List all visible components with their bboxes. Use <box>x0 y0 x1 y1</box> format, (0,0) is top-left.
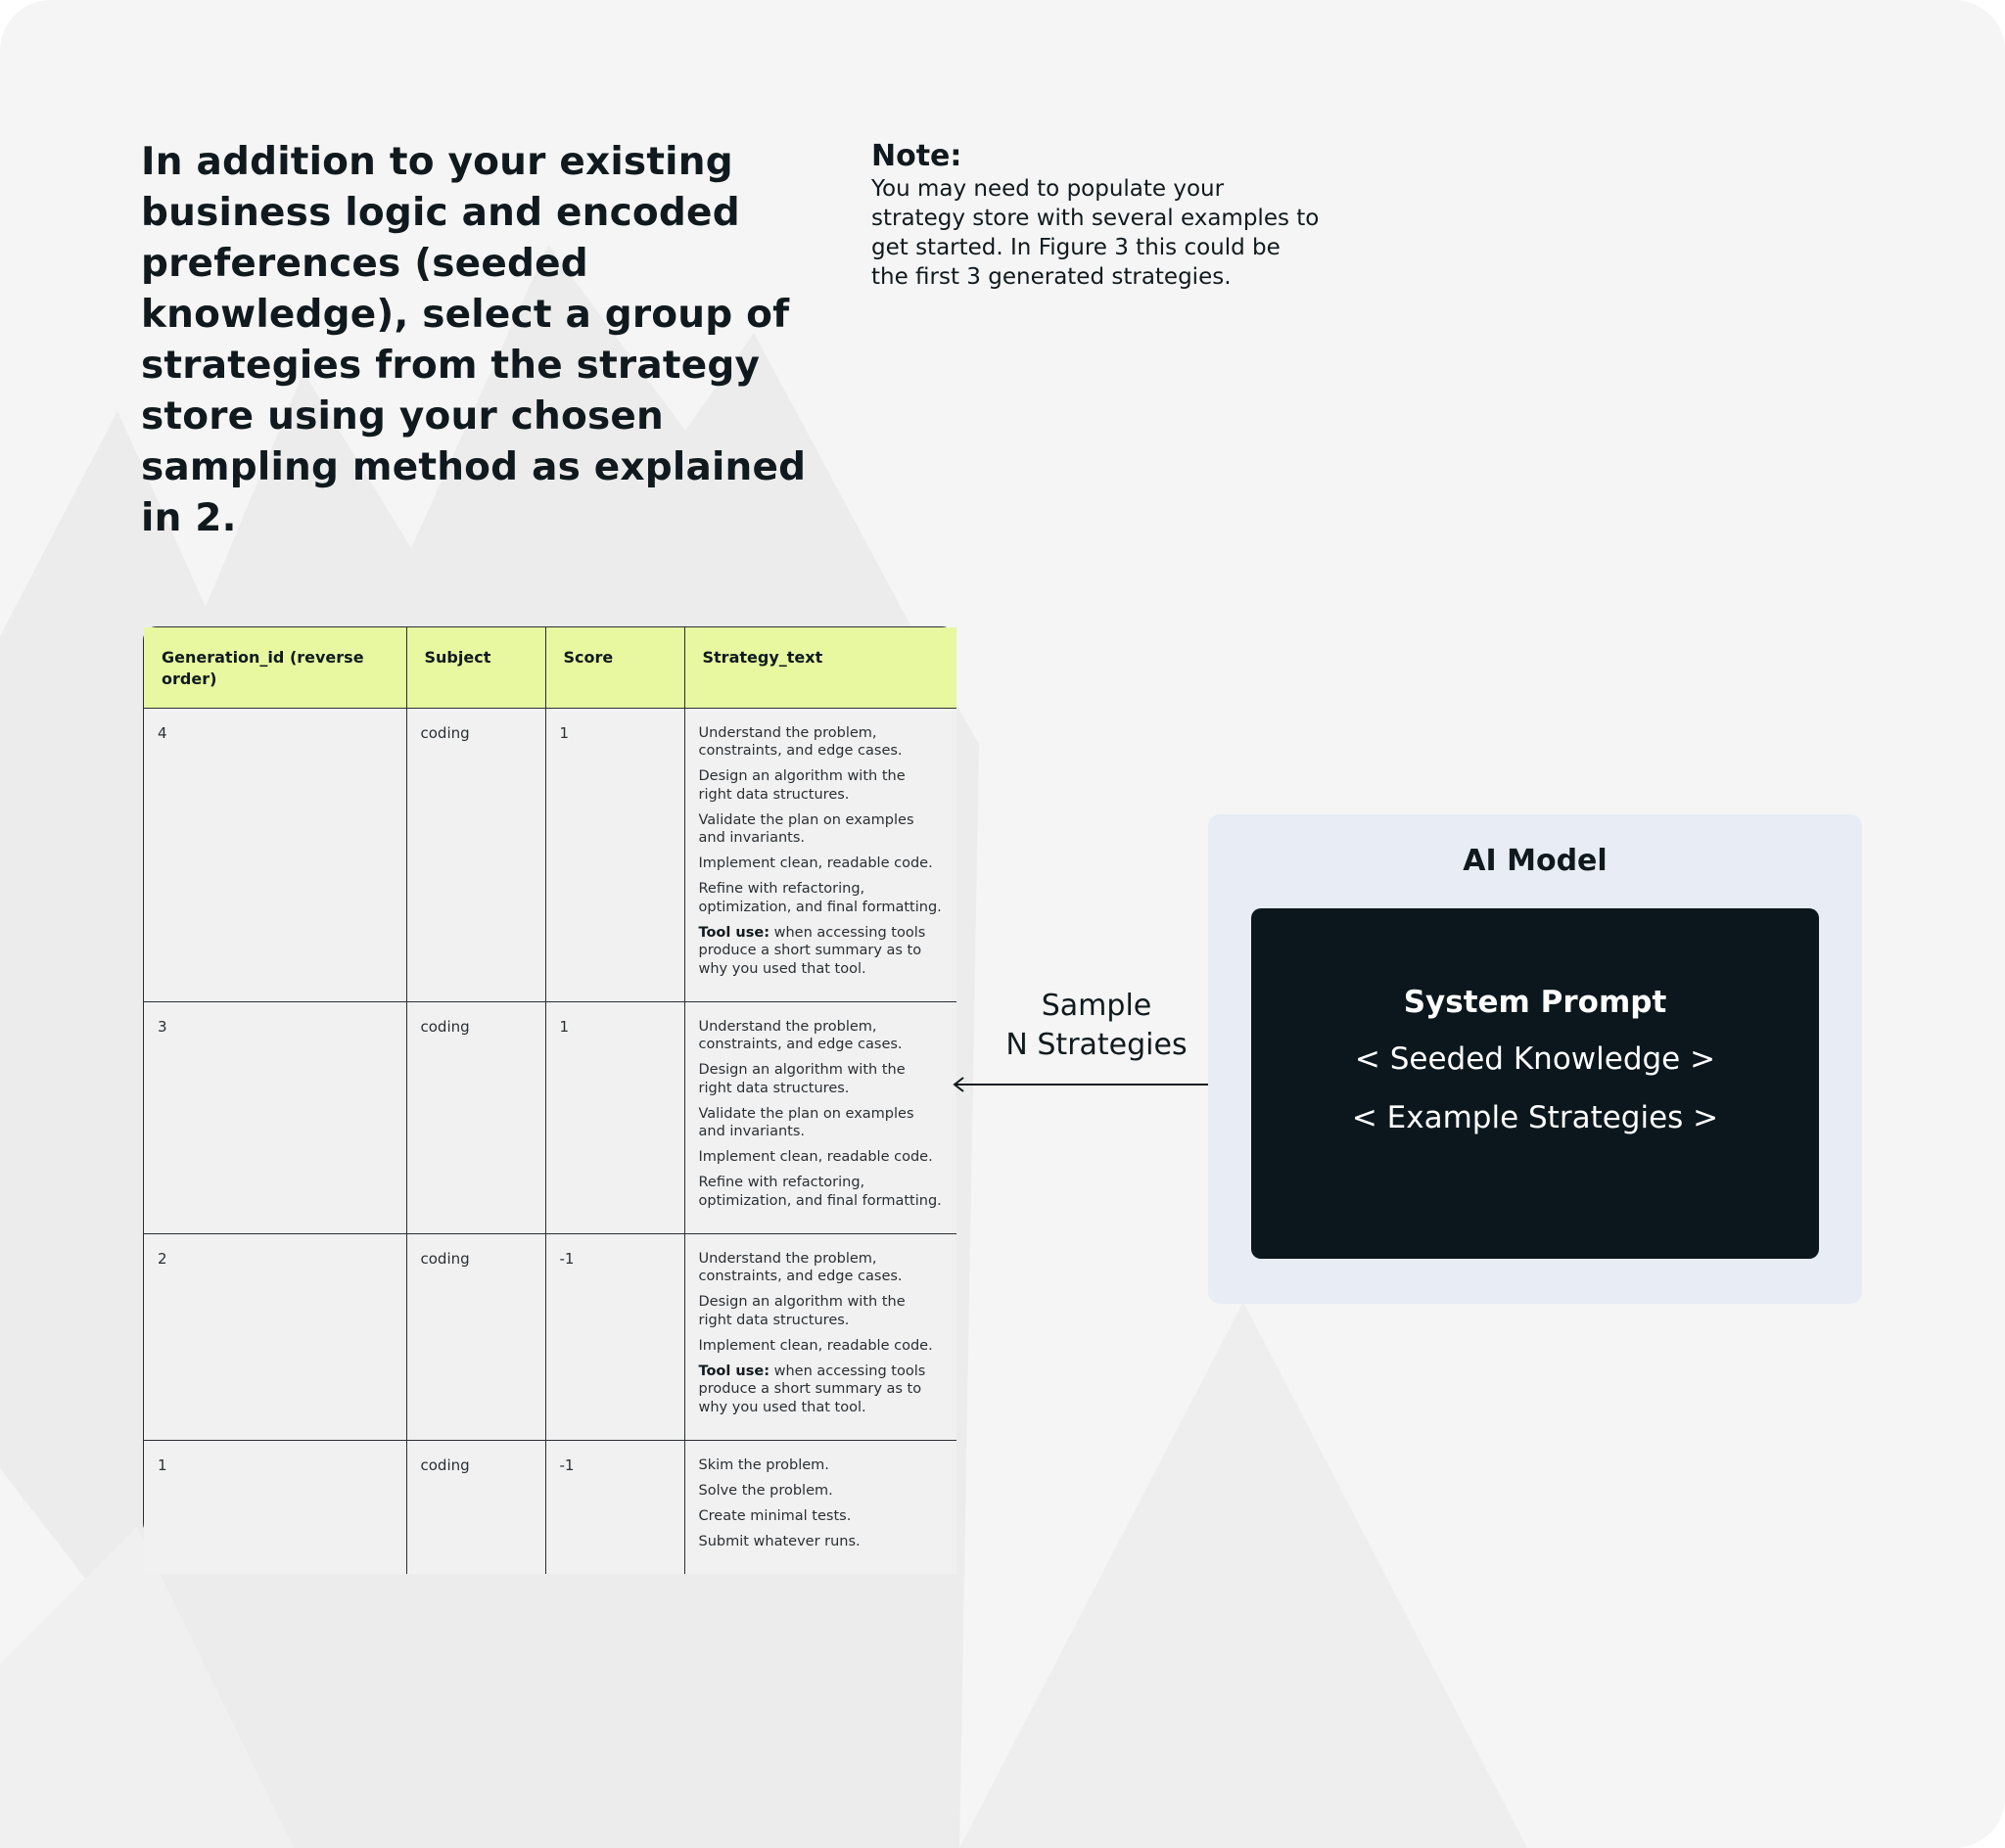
strategy-store-table <box>143 626 956 1549</box>
cell-strategy-text <box>684 708 956 1001</box>
system-prompt-title: System Prompt <box>1403 985 1667 1020</box>
strategy-step <box>699 924 944 979</box>
cell-strategy-text <box>684 1440 956 1574</box>
strategy-step: Refine with refactoring, optimization, and final formatting. <box>698 1175 942 1209</box>
strategy-step: Design an algorithm with the right data structures. <box>698 768 906 803</box>
strategy-step: Solve the problem. <box>698 1482 833 1499</box>
step-bold-label: Tool use: <box>698 1363 769 1379</box>
strategy-step: Submit whatever runs. <box>698 1533 861 1549</box>
strategy-steps <box>699 724 944 979</box>
ai-model-title: AI Model <box>1463 844 1608 878</box>
cell-generation-id: 2 <box>144 1233 406 1440</box>
cell-subject: coding <box>406 1440 545 1574</box>
cell-strategy-text <box>684 1001 956 1233</box>
table-row <box>144 708 956 1001</box>
header-generation-id: Generation_id (reverse order) <box>144 627 406 708</box>
system-prompt-box <box>1251 908 1819 1259</box>
strategy-steps <box>699 1018 944 1211</box>
strategy-step: Skim the problem. <box>698 1456 829 1473</box>
cell-generation-id: 3 <box>144 1001 406 1233</box>
cell-score: 1 <box>545 708 684 1001</box>
strategy-steps <box>699 1456 944 1551</box>
header-strategy-text: Strategy_text <box>684 627 956 708</box>
arrow-label <box>979 987 1214 1065</box>
strategy-step: Understand the problem, constraints, and edge cases. <box>698 724 903 759</box>
strategy-step: Implement clean, readable code. <box>698 1149 933 1165</box>
step-text: when accessing tools produce a short summary as to why you used that tool. <box>698 924 926 977</box>
cell-subject: coding <box>406 708 545 1001</box>
strategy-steps <box>699 1250 944 1417</box>
cell-score: -1 <box>545 1233 684 1440</box>
headline: In addition to your existing business logic and encoded preferences (seeded knowledge), select a group of strategies from the strategy store using your chosen sampling method as explained in 2. <box>141 140 807 540</box>
strategy-step: Understand the problem, constraints, and edge cases. <box>698 1018 903 1052</box>
note-body: You may need to populate your strategy store with several examples to get started. In Figure 3 this could be the first 3 generated strategies. <box>871 176 1320 290</box>
strategy-step: Design an algorithm with the right data structures. <box>698 1062 906 1096</box>
cell-score: 1 <box>545 1001 684 1233</box>
cell-subject: coding <box>406 1233 545 1440</box>
strategy-step: Implement clean, readable code. <box>698 855 933 871</box>
step-text: when accessing tools produce a short summary as to why you used that tool. <box>698 1363 926 1415</box>
seeded-knowledge-line: < Seeded Knowledge > <box>1354 1041 1716 1077</box>
strategy-step <box>699 1363 944 1417</box>
table-row <box>144 1440 956 1574</box>
example-strategies-line: < Example Strategies > <box>1351 1100 1719 1135</box>
arrow-label-line: N Strategies <box>1005 1028 1188 1062</box>
step-bold-label: Tool use: <box>698 924 769 941</box>
header-score: Score <box>545 627 684 708</box>
note-title: Note: <box>871 139 962 173</box>
strategy-step: Design an algorithm with the right data structures. <box>698 1294 906 1328</box>
strategy-step: Implement clean, readable code. <box>698 1337 933 1354</box>
strategy-step: Refine with refactoring, optimization, and final formatting. <box>698 881 942 915</box>
strategy-step: Validate the plan on examples and invariants. <box>698 1105 914 1139</box>
cell-generation-id: 4 <box>144 708 406 1001</box>
cell-strategy-text <box>684 1233 956 1440</box>
mountain-shape <box>959 1302 1527 1848</box>
arrow-label-line: Sample <box>1041 989 1152 1023</box>
strategy-step: Validate the plan on examples and invariants. <box>698 811 914 846</box>
cell-score: -1 <box>545 1440 684 1574</box>
table-header-row <box>144 627 956 708</box>
ai-model-panel <box>1208 814 1862 1304</box>
table-row <box>144 1233 956 1440</box>
strategy-step: Understand the problem, constraints, and edge cases. <box>698 1250 903 1284</box>
strategy-step: Create minimal tests. <box>698 1507 852 1524</box>
header-subject: Subject <box>406 627 545 708</box>
cell-subject: coding <box>406 1001 545 1233</box>
cell-generation-id: 1 <box>144 1440 406 1574</box>
table-row <box>144 1001 956 1233</box>
